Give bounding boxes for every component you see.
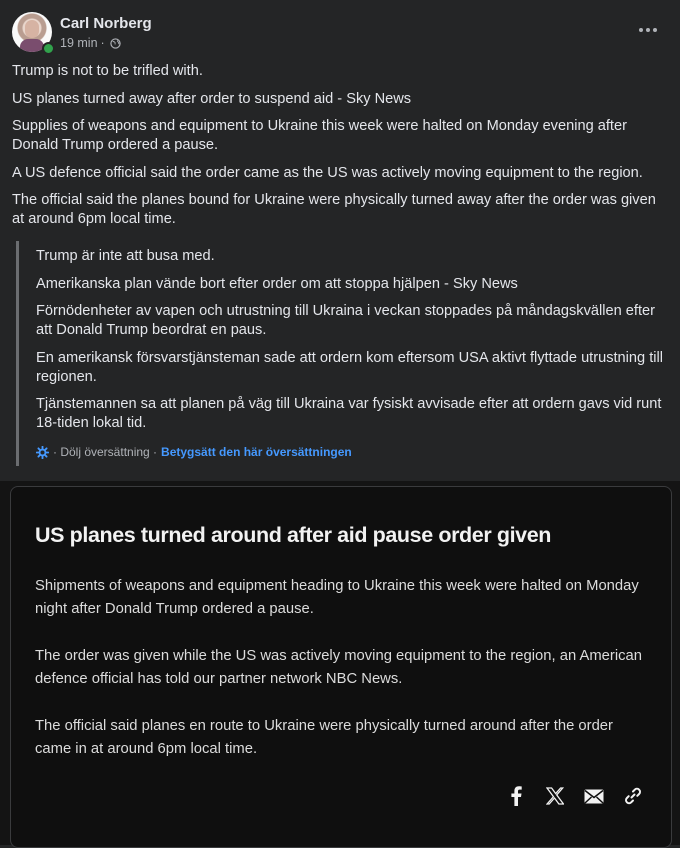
rate-translation-link[interactable]: Betygsätt den här översättningen [161,445,352,459]
post-time[interactable]: 19 min [60,36,98,50]
article-paragraph: The order was given while the US was actively moving equipment to the region, an American defence official has told our partner network NBC News. [35,648,642,687]
share-bar [506,786,643,806]
article-title: US planes turned around after aid pause order given [35,523,552,547]
translation-paragraph: Förnödenheter av vapen och utrustning till Ukraina i veckan stoppades på måndagskvällen efter att Donald Trump beordrat en paus. [36,303,655,338]
globe-icon [110,38,121,49]
post-paragraph: Supplies of weapons and equipment to Ukraine this week were halted on Monday evening after Donald Trump ordered a pause. [12,118,627,153]
post-paragraph: Trump is not to be trifled with. [12,63,203,79]
link-icon [623,786,643,806]
more-options-button[interactable] [636,21,660,39]
post-paragraph: US planes turned away after order to suspend aid - Sky News [12,90,412,107]
post-paragraph: A US defence official said the order came as the US was actively moving equipment to the region. [12,164,643,181]
translation-text [36,247,668,442]
author-name[interactable]: Carl Norberg [60,15,152,32]
online-status-icon [42,42,55,55]
embedded-image[interactable] [0,481,680,845]
post-header [12,12,668,54]
post-text [12,62,668,238]
article-screenshot [10,486,672,848]
post-paragraph: The official said the planes bound for Ukraine were physically turned away after the order was given at around 6pm local time. [12,192,656,227]
gear-icon[interactable] [36,446,49,459]
translation-paragraph: Trump är inte att busa med. [36,248,215,264]
meta-separator: · [100,36,105,50]
article-body [35,575,645,785]
facebook-icon [506,786,526,806]
x-icon [545,786,565,806]
post-meta [60,36,121,50]
translation-footer [36,445,352,459]
translation-paragraph: Tjänstemannen sa att planen på väg till Ukraina var fysiskt avvisade efter att ordern gavs vid runt 18-tiden lokal tid. [36,396,662,431]
translation-block [16,241,671,466]
article-paragraph: The official said planes en route to Ukraine were physically turned around after the order came in at around 6pm local time. [35,718,613,757]
mail-icon [584,786,604,806]
hide-translation-link[interactable]: · Dölj översättning · [53,445,158,459]
translation-paragraph: Amerikanska plan vände bort efter order om att stoppa hjälpen - Sky News [36,275,518,292]
article-paragraph: Shipments of weapons and equipment heading to Ukraine this week were halted on Monday night after Donald Trump ordered a pause. [35,578,639,617]
translation-paragraph: En amerikansk försvarstjänsteman sade att ordern kom eftersom USA aktivt flyttade utrustning till regionen. [36,349,663,385]
